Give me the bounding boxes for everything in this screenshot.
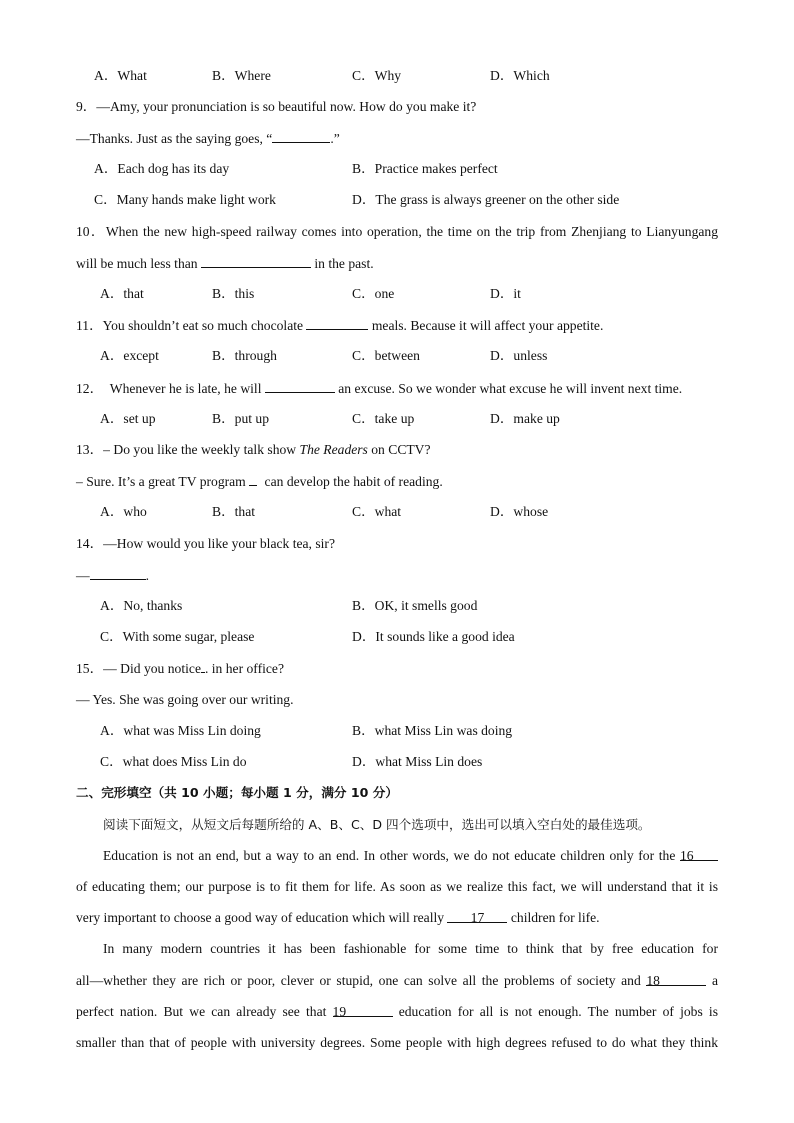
passage-text: children for life. [507,910,600,925]
cloze-blank-19[interactable]: 19 [333,1003,393,1017]
q10-stem-line1: 10．When the new high-speed railway comes into operation, the time on the trip from Zhenjiang to Lianyungang [76,224,718,239]
q13-option-d[interactable]: D．whose [490,504,549,519]
q13-stem-text: 13．– Do you like the weekly talk show [76,442,300,457]
passage-text: perfect nation. But we can already see that [76,1004,333,1019]
q15-option-a[interactable]: A．what was Miss Lin doing [100,723,261,738]
q10-option-b[interactable]: B．this [212,286,255,301]
q14-option-c[interactable]: C．With some sugar, please [100,629,255,644]
q12-stem-text: 12． Whenever he is late, he will [76,381,265,396]
q9-stem: 9．—Amy, your pronunciation is so beautiful now. How do you make it? [76,99,477,114]
answer-blank[interactable] [90,566,146,580]
cloze-blank-16[interactable]: 16 [680,847,718,861]
q15-option-b[interactable]: B．what Miss Lin was doing [352,723,513,738]
q9-reply-text: —Thanks. Just as the saying goes, “ [76,131,273,146]
cloze-blank-18[interactable]: 18 [646,972,706,986]
q13-option-c[interactable]: C．what [352,504,402,519]
q15-option-d[interactable]: D．what Miss Lin does [352,754,483,769]
q8-option-a[interactable]: A．What [94,68,147,83]
q9-option-d[interactable]: D．The grass is always greener on the other side [352,192,620,207]
q13-option-a[interactable]: A．who [100,504,147,519]
q10-option-a[interactable]: A．that [100,286,144,301]
passage-text: education for all is not enough. The number of jobs is [392,1004,718,1019]
passage-p2-line2 [76,972,718,990]
cloze-blank-17[interactable]: 17 [447,909,507,923]
q11-stem [76,316,603,335]
passage-p1-line3 [76,909,600,927]
q10-option-d[interactable]: D．it [490,286,521,301]
q11-option-b[interactable]: B．through [212,348,277,363]
q12-option-a[interactable]: A．set up [100,411,156,426]
answer-blank[interactable] [249,472,257,486]
q14-stem: 14．—How would you like your black tea, sir? [76,536,335,551]
section-instruction: 阅读下面短文，从短文后每题所给的 A、B、C、D 四个选项中，选出可以填入空白处的最佳选项。 [103,817,651,832]
passage-text: a [706,973,718,988]
passage-text: all—whether they are rich or poor, clever or stupid, one can solve all the problems of society and [76,973,647,988]
show-title: The Readers [299,442,368,457]
q14-reply-text: — [76,568,90,583]
q14-option-d[interactable]: D．It sounds like a good idea [352,629,515,644]
q14-option-a[interactable]: A．No, thanks [100,598,183,613]
q9-reply-end: .” [330,131,340,146]
q8-option-b[interactable]: B．Where [212,68,271,83]
q8-option-d[interactable]: D．Which [490,68,550,83]
q12-stem-end: an excuse. So we wonder what excuse he will invent next time. [334,381,683,396]
q15-stem-end: . in her office? [204,661,284,676]
q13-stem-end: on CCTV? [367,442,431,457]
q13-reply-end: can develop the habit of reading. [261,474,443,489]
q12-option-d[interactable]: D．make up [490,411,560,426]
q10-stem-end: in the past. [310,256,374,271]
answer-blank[interactable] [306,316,368,330]
q9-reply [76,129,340,148]
q13-reply-text: – Sure. It’s a great TV program [76,474,250,489]
q11-stem-text: 11．You shouldn’t eat so much chocolate [76,318,307,333]
q14-reply [76,566,149,585]
q15-option-c[interactable]: C．what does Miss Lin do [100,754,247,769]
passage-p2-line3 [76,1003,718,1021]
q8-option-c[interactable]: C．Why [352,68,402,83]
q9-option-b[interactable]: B．Practice makes perfect [352,161,498,176]
q15-stem [76,659,284,678]
q13-option-b[interactable]: B．that [212,504,256,519]
q15-stem-text: 15．— Did you notice [76,661,201,676]
q10-stem-line2 [76,254,374,273]
q12-option-b[interactable]: B．put up [212,411,270,426]
q13-stem [76,441,431,459]
q14-reply-end: . [145,568,149,583]
passage-p1-line1 [103,847,718,865]
q13-reply [76,472,443,491]
q12-stem [76,379,682,398]
q11-option-a[interactable]: A．except [100,348,159,363]
passage-p2-line4: smaller than that of people with university degrees. Some people with high degrees refused to do what they think [76,1035,718,1050]
answer-blank[interactable] [272,129,330,143]
passage-p2-line1: In many modern countries it has been fashionable for some time to think that by free education for [103,941,718,956]
q10-stem-text: will be much less than [76,256,201,271]
q15-reply: — Yes. She was going over our writing. [76,692,294,707]
passage-text: Education is not an end, but a way to an end. In other words, we do not educate children only for the [103,848,680,863]
q9-option-c[interactable]: C．Many hands make light work [94,192,276,207]
section-heading: 二、完形填空（共 10 小题；每小题 1 分，满分 10 分） [76,785,398,800]
q12-option-c[interactable]: C．take up [352,411,415,426]
q10-option-c[interactable]: C．one [352,286,395,301]
q9-option-a[interactable]: A．Each dog has its day [94,161,230,176]
q11-stem-end: meals. Because it will affect your appetite. [368,318,604,333]
answer-blank[interactable] [265,379,335,393]
passage-text: very important to choose a good way of education which will really [76,910,448,925]
passage-p1-line2: of educating them; our purpose is to fit them for life. As soon as we realize this fact, we will understand that it is [76,879,718,894]
q11-option-c[interactable]: C．between [352,348,420,363]
q11-option-d[interactable]: D．unless [490,348,548,363]
q14-option-b[interactable]: B．OK, it smells good [352,598,478,613]
answer-blank[interactable] [201,254,311,268]
